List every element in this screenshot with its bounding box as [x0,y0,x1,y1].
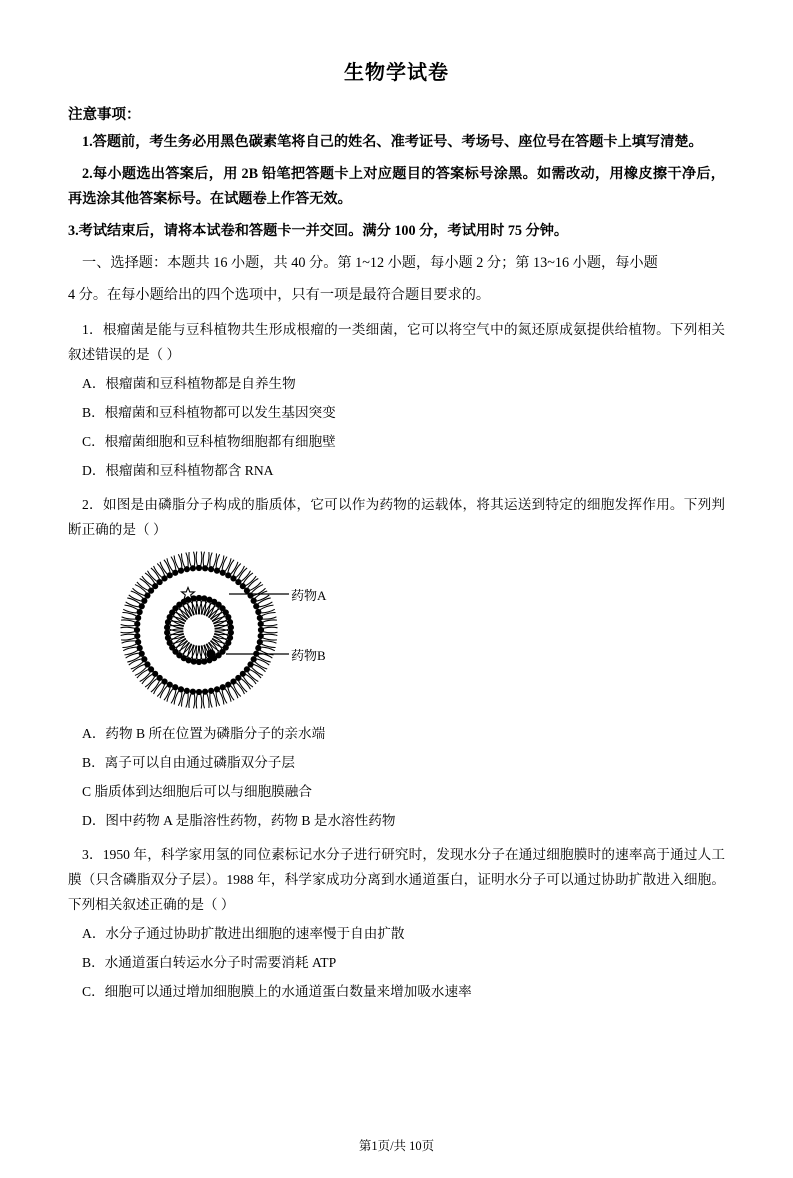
liposome-diagram [104,550,434,710]
notice-item-2: 2.每小题选出答案后，用 2B 铅笔把答题卡上对应题目的答案标号涂黑。如需改动，用橡皮擦干净后，再选涂其他答案标号。在试题卷上作答无效。 [68,166,725,207]
question-stem: 2．如图是由磷脂分子构成的脂质体，它可以作为药物的运载体，将其运送到特定的细胞发挥作用。下列判断正确的是（ ） [68,497,725,537]
question-option[interactable]: C 脂质体到达细胞后可以与细胞膜融合 [82,784,312,799]
question-stem: 3．1950 年，科学家用氢的同位素标记水分子进行研究时，发现水分子在通过细胞膜时的速率高于通过人工膜（只含磷脂双分子层）。1988 年，科学家成功分离到水通道蛋白，证明水分子可以通过协助扩散进入细胞。下列相关叙述正确的是（ ） [68,847,725,912]
question-option[interactable]: B．水通道蛋白转运水分子时需要消耗 ATP [82,955,337,970]
notice-item-3: 3.考试结束后，请将本试卷和答题卡一并交回。满分 100 分，考试用时 75 分钟。 [68,223,569,239]
question-option[interactable]: A．水分子通过协助扩散进出细胞的速率慢于自由扩散 [82,926,405,941]
figure-label-drug-a: 药物A [291,588,327,603]
page-footer: 第1页/共 10页 [358,1139,435,1153]
liposome-figure [68,550,725,715]
question-3 [68,842,725,1004]
question-option[interactable]: B．根瘤菌和豆科植物都可以发生基因突变 [82,405,336,420]
question-option[interactable]: C．细胞可以通过增加细胞膜上的水通道蛋白数量来增加吸水速率 [82,984,472,999]
drug-b-marker [206,649,215,658]
question-stem: 1．根瘤菌是能与豆科植物共生形成根瘤的一类细菌，它可以将空气中的氮还原成氨提供给植物。下列相关叙述错误的是（ ） [68,322,725,362]
page-title: 生物学试卷 [344,62,449,84]
question-option[interactable]: D．根瘤菌和豆科植物都含 RNA [82,463,274,478]
notice-heading: 注意事项： [68,107,141,123]
question-option[interactable]: A．根瘤菌和豆科植物都是自养生物 [82,376,296,391]
liposome-svg [104,550,434,710]
question-2 [68,492,725,833]
figure-label-drug-b: 药物B [291,648,326,663]
question-1 [68,317,725,483]
notice-item-1: 1.答题前，考生务必用黑色碳素笔将自己的姓名、准考证号、考场号、座位号在答题卡上填写清楚。 [82,134,703,150]
section-instruction-line1: 一、选择题：本题共 16 小题，共 40 分。第 1~12 小题，每小题 2 分；第 13~16 小题，每小题 [82,255,658,271]
question-option[interactable]: D．图中药物 A 是脂溶性药物，药物 B 是水溶性药物 [82,813,396,828]
page [0,56,793,1178]
question-option[interactable]: B．离子可以自由通过磷脂双分子层 [82,755,295,770]
question-option[interactable]: A．药物 B 所在位置为磷脂分子的亲水端 [82,726,326,741]
question-option[interactable]: C．根瘤菌细胞和豆科植物细胞都有细胞壁 [82,434,336,449]
section-instruction-line2: 4 分。在每小题给出的四个选项中，只有一项是最符合题目要求的。 [68,287,491,303]
